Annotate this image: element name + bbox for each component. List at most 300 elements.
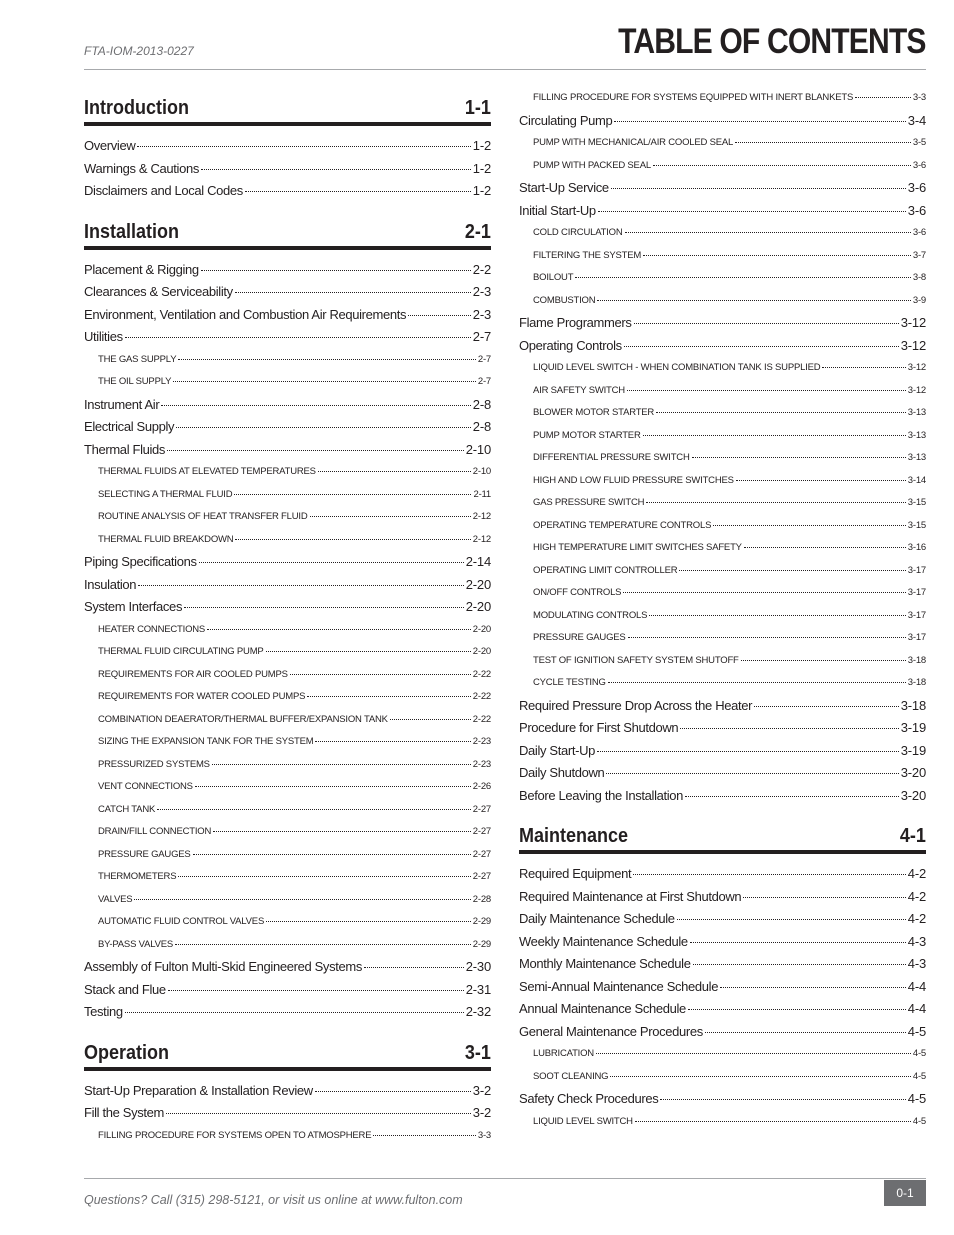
section-heading: [519, 818, 926, 854]
toc-subentry[interactable]: [84, 709, 491, 732]
entry-page-number: 3-13: [907, 429, 926, 441]
entry-page-number: 4-2: [907, 866, 926, 881]
entry-page-number: 4-3: [907, 933, 926, 949]
footer-contact: Questions? Call (315) 298-5121, or visit us online at www.fulton.com: [84, 1193, 463, 1207]
entry-title: Warnings & Cautions: [84, 160, 199, 176]
entry-page-number: 3-3: [912, 92, 926, 103]
toc-subentry[interactable]: [519, 155, 926, 178]
entry-page-number: 2-20: [472, 623, 491, 635]
section-heading: [84, 90, 491, 126]
dot-leader: [168, 990, 464, 991]
entry-page-number: 3-2: [472, 1105, 491, 1120]
dot-leader: [720, 987, 906, 988]
toc-subentry[interactable]: [84, 529, 491, 552]
toc-entry[interactable]: [519, 931, 926, 954]
entry-title: MODULATING CONTROLS: [533, 609, 648, 621]
entry-title: HIGH AND LOW FLUID PRESSURE SWITCHES: [533, 474, 734, 486]
entry-title: Procedure for First Shutdown: [519, 720, 679, 735]
toc-subentry[interactable]: [519, 560, 926, 583]
entry-title: DRAIN/FILL CONNECTION: [98, 826, 212, 837]
toc-subentry[interactable]: [84, 1125, 491, 1148]
entry-page-number: 2-26: [472, 781, 491, 792]
entry-title: THERMAL FLUID BREAKDOWN: [98, 533, 234, 545]
entry-title: LIQUID LEVEL SWITCH: [533, 1115, 633, 1127]
section-title: Introduction: [84, 97, 189, 119]
toc-subentry[interactable]: [84, 686, 491, 709]
entry-title: Environment, Ventilation and Combustion Air Requirements: [84, 306, 407, 322]
dot-leader: [633, 874, 906, 875]
toc-entry[interactable]: [519, 740, 926, 763]
dot-leader: [175, 944, 471, 945]
entry-page-number: 2-11: [473, 488, 491, 500]
dot-leader: [624, 346, 899, 347]
dot-leader: [635, 1121, 911, 1122]
dot-leader: [125, 337, 471, 338]
toc-entry[interactable]: [84, 956, 491, 979]
toc-subentry[interactable]: [84, 461, 491, 484]
toc-entry[interactable]: [84, 281, 491, 304]
dot-leader: [822, 367, 905, 368]
entry-title: CYCLE TESTING: [533, 677, 606, 688]
toc-subentry[interactable]: [519, 605, 926, 628]
toc-right-column: [519, 90, 926, 1144]
entry-title: Required Equipment: [519, 866, 632, 881]
dot-leader: [690, 942, 906, 943]
toc-entry[interactable]: [84, 1102, 491, 1125]
dot-leader: [754, 706, 899, 707]
entry-page-number: 3-13: [907, 452, 926, 463]
dot-leader: [390, 719, 471, 720]
toc-subentry[interactable]: [84, 506, 491, 529]
toc-entry[interactable]: [84, 135, 491, 158]
entry-title: COMBUSTION: [533, 294, 596, 306]
dot-leader: [596, 1053, 911, 1054]
entry-title: Flame Programmers: [519, 315, 632, 330]
entry-title: Before Leaving the Installation: [519, 787, 684, 803]
toc-entry[interactable]: [519, 953, 926, 976]
toc-entry[interactable]: [84, 304, 491, 327]
dot-leader: [744, 547, 906, 548]
entry-title: CATCH TANK: [98, 803, 156, 815]
entry-title: Electrical Supply: [84, 419, 175, 434]
toc-subentry[interactable]: [519, 515, 926, 538]
entry-page-number: 3-20: [900, 765, 926, 780]
entry-title: Piping Specifications: [84, 554, 197, 569]
dot-leader: [679, 570, 905, 571]
dot-leader: [173, 381, 476, 382]
entry-title: BLOWER MOTOR STARTER: [533, 407, 655, 418]
entry-title: FILTERING THE SYSTEM: [533, 249, 642, 261]
toc-subentry[interactable]: [519, 425, 926, 448]
entry-title: Required Maintenance at First Shutdown: [519, 888, 742, 904]
toc-entry[interactable]: [84, 259, 491, 282]
dot-leader: [643, 435, 906, 436]
dot-leader: [855, 97, 911, 98]
toc-subentry[interactable]: [84, 619, 491, 642]
entry-title: PRESSURE GAUGES: [98, 848, 191, 860]
entry-title: PRESSURE GAUGES: [533, 632, 626, 643]
toc-entry[interactable]: [519, 1021, 926, 1044]
toc-entry[interactable]: [519, 908, 926, 931]
toc-subentry[interactable]: [519, 290, 926, 313]
entry-page-number: 3-9: [912, 294, 926, 306]
dot-leader: [693, 964, 906, 965]
dot-leader: [656, 412, 906, 413]
entry-page-number: 3-7: [912, 249, 926, 261]
entry-page-number: 2-2: [472, 261, 491, 277]
entry-title: HIGH TEMPERATURE LIMIT SWITCHES SAFETY: [533, 542, 742, 553]
toc-subentry[interactable]: [84, 371, 491, 394]
dot-leader: [735, 142, 911, 143]
dot-leader: [736, 480, 906, 481]
entry-title: BOILOUT: [533, 272, 574, 283]
dot-leader: [167, 450, 464, 451]
entry-title: BY-PASS VALVES: [98, 938, 173, 950]
entry-page-number: 2-3: [472, 284, 491, 299]
entry-title: THE OIL SUPPLY: [98, 376, 172, 387]
entry-page-number: 3-18: [907, 654, 926, 666]
entry-title: THERMAL FLUID CIRCULATING PUMP: [98, 646, 264, 657]
dot-leader: [315, 741, 470, 742]
toc-subentry[interactable]: [519, 582, 926, 605]
toc-entry[interactable]: [519, 998, 926, 1021]
toc-left-column: [84, 90, 491, 1158]
toc-entry[interactable]: [84, 1080, 491, 1103]
toc-subentry[interactable]: [519, 380, 926, 403]
dot-leader: [201, 270, 471, 271]
dot-leader: [137, 146, 470, 147]
entry-title: ON/OFF CONTROLS: [533, 587, 622, 598]
entry-page-number: 2-31: [465, 981, 491, 997]
dot-leader: [597, 300, 910, 301]
toc-subentry[interactable]: [84, 754, 491, 777]
toc-subentry[interactable]: [84, 866, 491, 889]
dot-leader: [677, 919, 906, 920]
document-id: FTA-IOM-2013-0227: [84, 44, 194, 58]
toc-entry[interactable]: [519, 200, 926, 223]
dot-leader: [166, 1113, 471, 1114]
entry-title: Thermal Fluids: [84, 441, 166, 457]
dot-leader: [195, 786, 471, 787]
entry-title: GAS PRESSURE SWITCH: [533, 497, 645, 508]
toc-subentry[interactable]: [519, 87, 926, 110]
toc-subentry[interactable]: [84, 641, 491, 664]
dot-leader: [266, 921, 471, 922]
toc-entry[interactable]: [519, 785, 926, 808]
toc-subentry[interactable]: [84, 349, 491, 372]
toc-entry[interactable]: [84, 326, 491, 349]
dot-leader: [199, 562, 464, 563]
toc-entry[interactable]: [519, 976, 926, 999]
entry-page-number: 3-12: [907, 362, 926, 373]
entry-title: Utilities: [84, 329, 123, 344]
entry-page-number: 3-5: [912, 137, 926, 148]
dot-leader: [660, 1099, 905, 1100]
entry-title: Weekly Maintenance Schedule: [519, 933, 688, 949]
entry-page-number: 2-7: [472, 329, 491, 344]
dot-leader: [611, 188, 906, 189]
entry-title: Placement & Rigging: [84, 261, 199, 277]
entry-title: OPERATING LIMIT CONTROLLER: [533, 564, 678, 576]
entry-page-number: 3-3: [477, 1129, 491, 1141]
entry-page-number: 2-23: [472, 758, 491, 770]
entry-title: Daily Shutdown: [519, 765, 605, 780]
entry-title: PUMP MOTOR STARTER: [533, 429, 641, 441]
toc-subentry[interactable]: [84, 821, 491, 844]
entry-title: Safety Check Procedures: [519, 1091, 659, 1106]
entry-title: Monthly Maintenance Schedule: [519, 956, 691, 971]
toc-subentry[interactable]: [84, 776, 491, 799]
entry-title: DIFFERENTIAL PRESSURE SWITCH: [533, 452, 690, 463]
toc-entry[interactable]: [519, 695, 926, 718]
dot-leader: [713, 525, 906, 526]
entry-title: HEATER CONNECTIONS: [98, 623, 206, 635]
toc-subentry[interactable]: [84, 911, 491, 934]
entry-page-number: 2-30: [465, 959, 491, 974]
entry-page-number: 3-2: [472, 1082, 491, 1098]
dot-leader: [741, 660, 906, 661]
toc-entry[interactable]: [84, 416, 491, 439]
entry-page-number: 3-15: [907, 497, 926, 508]
entry-page-number: 2-7: [477, 376, 491, 387]
toc-subentry[interactable]: [519, 447, 926, 470]
entry-page-number: 3-19: [900, 742, 926, 758]
entry-page-number: 2-12: [472, 533, 491, 545]
dot-leader: [157, 809, 471, 810]
toc-entry[interactable]: [84, 439, 491, 462]
section-page-number: 4-1: [899, 825, 926, 847]
entry-page-number: 4-5: [907, 1091, 926, 1106]
entry-page-number: 3-17: [907, 587, 926, 598]
section-title: Operation: [84, 1041, 170, 1064]
toc-entry[interactable]: [519, 110, 926, 133]
toc-subentry[interactable]: [519, 245, 926, 268]
entry-title: ROUTINE ANALYSIS OF HEAT TRANSFER FLUID: [98, 511, 308, 522]
dot-leader: [623, 592, 905, 593]
entry-page-number: 3-14: [907, 474, 926, 486]
entry-title: AIR SAFETY SWITCH: [533, 384, 625, 396]
dot-leader: [610, 1076, 911, 1077]
toc-subentry[interactable]: [519, 1066, 926, 1089]
entry-page-number: 2-14: [465, 554, 491, 569]
dot-leader: [161, 405, 471, 406]
toc-entry[interactable]: [84, 979, 491, 1002]
dot-leader: [234, 494, 471, 495]
entry-page-number: 4-5: [912, 1070, 926, 1082]
entry-title: Daily Start-Up: [519, 742, 596, 758]
section-page-number: 3-1: [464, 1041, 491, 1064]
toc-subentry[interactable]: [84, 664, 491, 687]
toc-subentry[interactable]: [84, 484, 491, 507]
dot-leader: [597, 751, 899, 752]
dot-leader: [373, 1135, 476, 1136]
entry-page-number: 2-29: [472, 916, 491, 927]
toc-subentry[interactable]: [519, 627, 926, 650]
entry-title: THERMOMETERS: [98, 871, 177, 882]
dot-leader: [138, 585, 464, 586]
dot-leader: [608, 682, 906, 683]
dot-leader: [646, 502, 906, 503]
entry-page-number: 3-8: [912, 272, 926, 283]
entry-page-number: 3-12: [907, 384, 926, 396]
dot-leader: [213, 831, 471, 832]
entry-title: Required Pressure Drop Across the Heater: [519, 697, 753, 713]
toc-entry[interactable]: [84, 1001, 491, 1024]
toc-subentry[interactable]: [519, 402, 926, 425]
dot-leader: [705, 1032, 906, 1033]
entry-title: THERMAL FLUIDS AT ELEVATED TEMPERATURES: [98, 466, 316, 477]
toc-entry[interactable]: [519, 335, 926, 358]
entry-page-number: 3-17: [907, 609, 926, 621]
entry-page-number: 2-27: [472, 826, 491, 837]
entry-title: Disclaimers and Local Codes: [84, 183, 243, 198]
page-title: TABLE OF CONTENTS: [618, 22, 926, 61]
dot-leader: [628, 637, 906, 638]
entry-title: PUMP WITH MECHANICAL/AIR COOLED SEAL: [533, 137, 734, 148]
entry-title: TEST OF IGNITION SAFETY SYSTEM SHUTOFF: [533, 654, 739, 666]
dot-leader: [235, 292, 471, 293]
toc-subentry[interactable]: [519, 1111, 926, 1134]
entry-page-number: 4-4: [907, 1001, 926, 1016]
entry-page-number: 2-7: [477, 353, 491, 365]
dot-leader: [290, 674, 471, 675]
entry-page-number: 2-20: [465, 599, 491, 614]
toc-section: [84, 1035, 491, 1148]
entry-page-number: 2-20: [465, 576, 491, 592]
toc-subentry[interactable]: [84, 844, 491, 867]
entry-title: PRESSURIZED SYSTEMS: [98, 758, 210, 770]
entry-title: Daily Maintenance Schedule: [519, 911, 675, 926]
toc-entry[interactable]: [84, 394, 491, 417]
dot-leader: [627, 390, 906, 391]
section-title: Maintenance: [519, 825, 629, 847]
entry-page-number: 2-20: [472, 646, 491, 657]
dot-leader: [266, 651, 471, 652]
toc-subentry[interactable]: [84, 889, 491, 912]
entry-page-number: 3-4: [907, 112, 926, 128]
toc-entry[interactable]: [519, 863, 926, 886]
toc-entry[interactable]: [519, 886, 926, 909]
entry-title: AUTOMATIC FLUID CONTROL VALVES: [98, 916, 265, 927]
dot-leader: [685, 796, 899, 797]
entry-page-number: 2-28: [472, 893, 491, 905]
dot-leader: [408, 315, 471, 316]
header-divider: [84, 69, 926, 70]
entry-title: COLD CIRCULATION: [533, 227, 623, 238]
toc-section: [519, 818, 926, 1133]
toc-subentry[interactable]: [519, 492, 926, 515]
entry-title: General Maintenance Procedures: [519, 1023, 703, 1039]
toc-entry[interactable]: [84, 180, 491, 203]
dot-leader: [134, 899, 470, 900]
entry-page-number: 2-8: [472, 419, 491, 434]
dot-leader: [649, 615, 906, 616]
dot-leader: [680, 728, 898, 729]
entry-title: LIQUID LEVEL SWITCH - WHEN COMBINATION TANK IS SUPPLIED: [533, 362, 821, 373]
toc-entry[interactable]: [519, 312, 926, 335]
dot-leader: [625, 232, 911, 233]
entry-title: SIZING THE EXPANSION TANK FOR THE SYSTEM: [98, 736, 314, 747]
entry-page-number: 2-22: [472, 668, 491, 680]
entry-page-number: 2-22: [472, 691, 491, 702]
dot-leader: [310, 516, 471, 517]
entry-title: OPERATING TEMPERATURE CONTROLS: [533, 519, 712, 531]
toc-subentry[interactable]: [84, 799, 491, 822]
entry-page-number: 3-13: [907, 407, 926, 418]
entry-page-number: 3-20: [900, 787, 926, 803]
dot-leader: [364, 967, 464, 968]
dot-leader: [235, 539, 470, 540]
entry-page-number: 4-5: [912, 1048, 926, 1059]
dot-leader: [245, 191, 471, 192]
footer-divider: [84, 1178, 926, 1179]
toc-subentry[interactable]: [84, 934, 491, 957]
entry-page-number: 2-10: [465, 441, 491, 457]
toc-subentry[interactable]: [519, 222, 926, 245]
entry-page-number: 1-2: [472, 138, 491, 153]
entry-page-number: 1-2: [472, 160, 491, 176]
dot-leader: [692, 457, 906, 458]
entry-page-number: 3-18: [900, 697, 926, 713]
toc-entry[interactable]: [84, 158, 491, 181]
entry-page-number: 2-27: [472, 871, 491, 882]
toc-entry[interactable]: [519, 762, 926, 785]
toc-entry[interactable]: [519, 717, 926, 740]
toc-subentry[interactable]: [519, 470, 926, 493]
dot-leader: [193, 854, 471, 855]
entry-page-number: 2-32: [465, 1004, 491, 1019]
entry-title: Testing: [84, 1004, 123, 1019]
entry-title: COMBINATION DEAERATOR/THERMAL BUFFER/EXPANSION TANK: [98, 713, 388, 725]
toc-subentry[interactable]: [519, 650, 926, 673]
dot-leader: [653, 165, 911, 166]
entry-title: Circulating Pump: [519, 112, 613, 128]
entry-title: Fill the System: [84, 1105, 164, 1120]
entry-page-number: 2-12: [472, 511, 491, 522]
dot-leader: [643, 255, 911, 256]
entry-title: Assembly of Fulton Multi-Skid Engineered Systems: [84, 959, 362, 974]
toc-subentry[interactable]: [519, 672, 926, 695]
toc-entry[interactable]: [84, 551, 491, 574]
entry-title: Insulation: [84, 576, 137, 592]
dot-leader: [634, 323, 899, 324]
toc-subentry[interactable]: [84, 731, 491, 754]
dot-leader: [598, 211, 906, 212]
toc-entry[interactable]: [84, 596, 491, 619]
toc-entry[interactable]: [519, 177, 926, 200]
entry-page-number: 2-29: [472, 938, 491, 950]
entry-page-number: 3-12: [900, 337, 926, 353]
toc-subentry[interactable]: [519, 537, 926, 560]
toc-subentry[interactable]: [519, 267, 926, 290]
toc-subentry[interactable]: [519, 132, 926, 155]
toc-entry[interactable]: [519, 1088, 926, 1111]
entry-title: LUBRICATION: [533, 1048, 594, 1059]
entry-page-number: 3-6: [907, 202, 926, 218]
toc-subentry[interactable]: [519, 1043, 926, 1066]
entry-page-number: 3-16: [907, 542, 926, 553]
toc-subentry[interactable]: [519, 357, 926, 380]
section-heading: [84, 214, 491, 250]
entry-page-number: 4-3: [907, 956, 926, 971]
entry-title: REQUIREMENTS FOR WATER COOLED PUMPS: [98, 691, 306, 702]
entry-page-number: 3-17: [907, 564, 926, 576]
toc-section: [84, 90, 491, 203]
dot-leader: [125, 1012, 464, 1013]
page-number-badge: 0-1: [884, 1180, 926, 1206]
toc-entry[interactable]: [84, 574, 491, 597]
entry-title: Start-Up Service: [519, 180, 609, 195]
